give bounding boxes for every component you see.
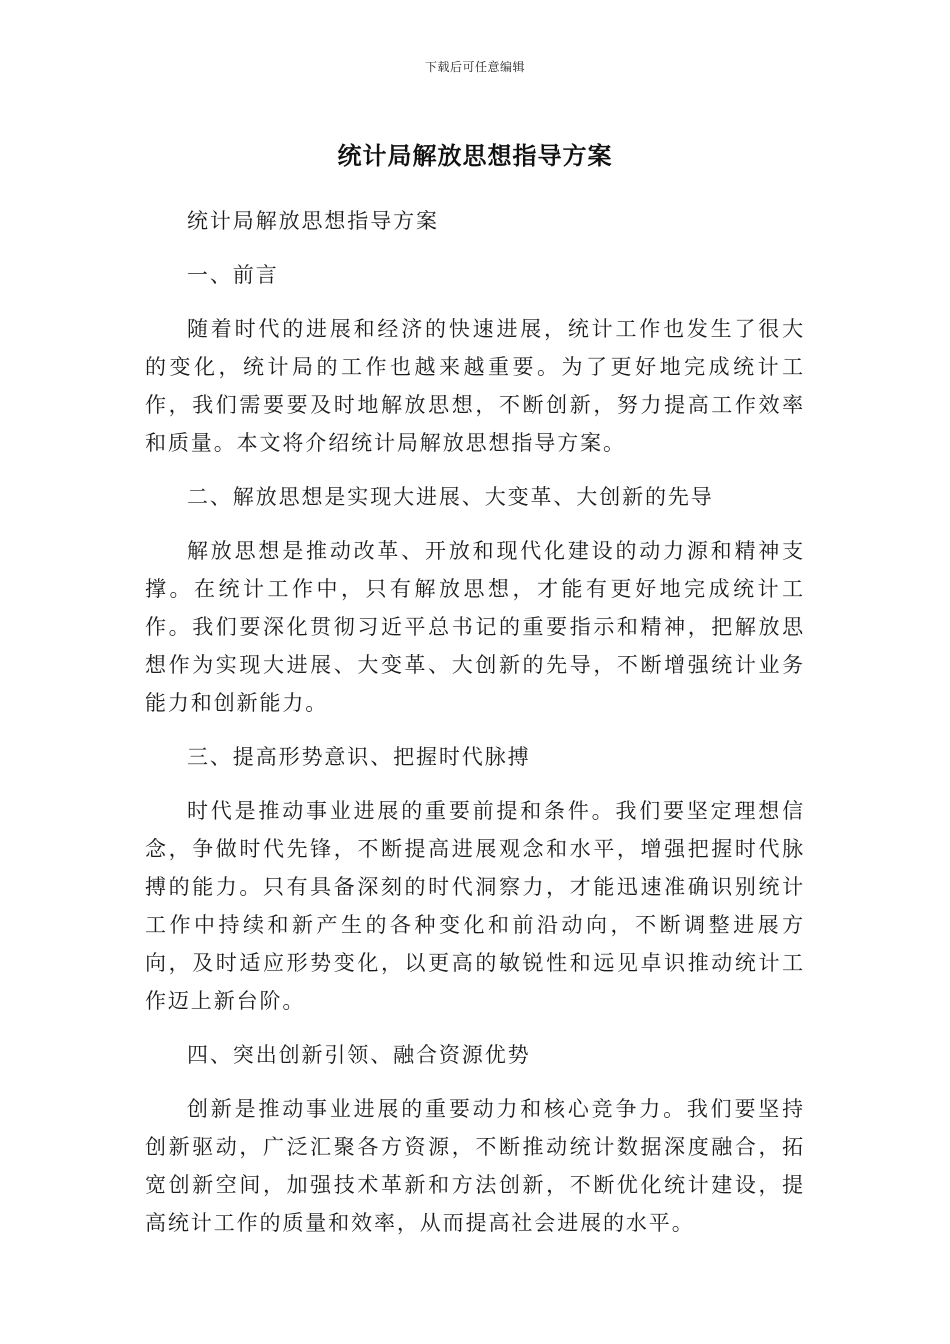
paragraph-4: 创新是推动事业进展的重要动力和核心竞争力。我们要坚持创新驱动，广泛汇聚各方资源，不断推动统计数据深度融合，拓宽创新空间，加强技术革新和方法创新，不断优化统计建设，提高统计工作的质量和效率，从而提高社会进展的水平。 — [145, 1097, 805, 1235]
paragraph-1: 随着时代的进展和经济的快速进展，统计工作也发生了很大的变化，统计局的工作也越来越重要。为了更好地完成统计工作，我们需要要及时地解放思想，不断创新，努力提高工作效率和质量。本文将介绍统计局解放思想指导方案。 — [145, 317, 805, 455]
section-heading-4: 四、突出创新引领、融合资源优势 — [187, 1043, 531, 1067]
section-heading-3: 三、提高形势意识、把握时代脉搏 — [187, 745, 531, 769]
section-heading-2: 二、解放思想是实现大进展、大变革、大创新的先导 — [187, 485, 714, 509]
document-title: 统计局解放思想指导方案 — [337, 142, 613, 170]
section-heading-1: 一、前言 — [187, 263, 279, 287]
paragraph-2: 解放思想是推动改革、开放和现代化建设的动力源和精神支撑。在统计工作中，只有解放思想，才能有更好地完成统计工作。我们要深化贯彻习近平总书记的重要指示和精神，把解放思想作为实现大进展、大变革、大创新的先导，不断增强统计业务能力和创新能力。 — [145, 539, 805, 715]
document-body — [145, 202, 805, 1258]
paragraph-subtitle: 统计局解放思想指导方案 — [187, 209, 439, 233]
header-note: 下载后可任意编辑 — [424, 60, 525, 74]
paragraph-3: 时代是推动事业进展的重要前提和条件。我们要坚定理想信念，争做时代先锋，不断提高进展观念和水平，增强把握时代脉搏的能力。只有具备深刻的时代洞察力，才能迅速准确识别统计工作中持续和新产生的各种变化和前沿动向，不断调整进展方向，及时适应形势变化，以更高的敏锐性和远见卓识推动统计工作迈上新台阶。 — [145, 799, 805, 1013]
